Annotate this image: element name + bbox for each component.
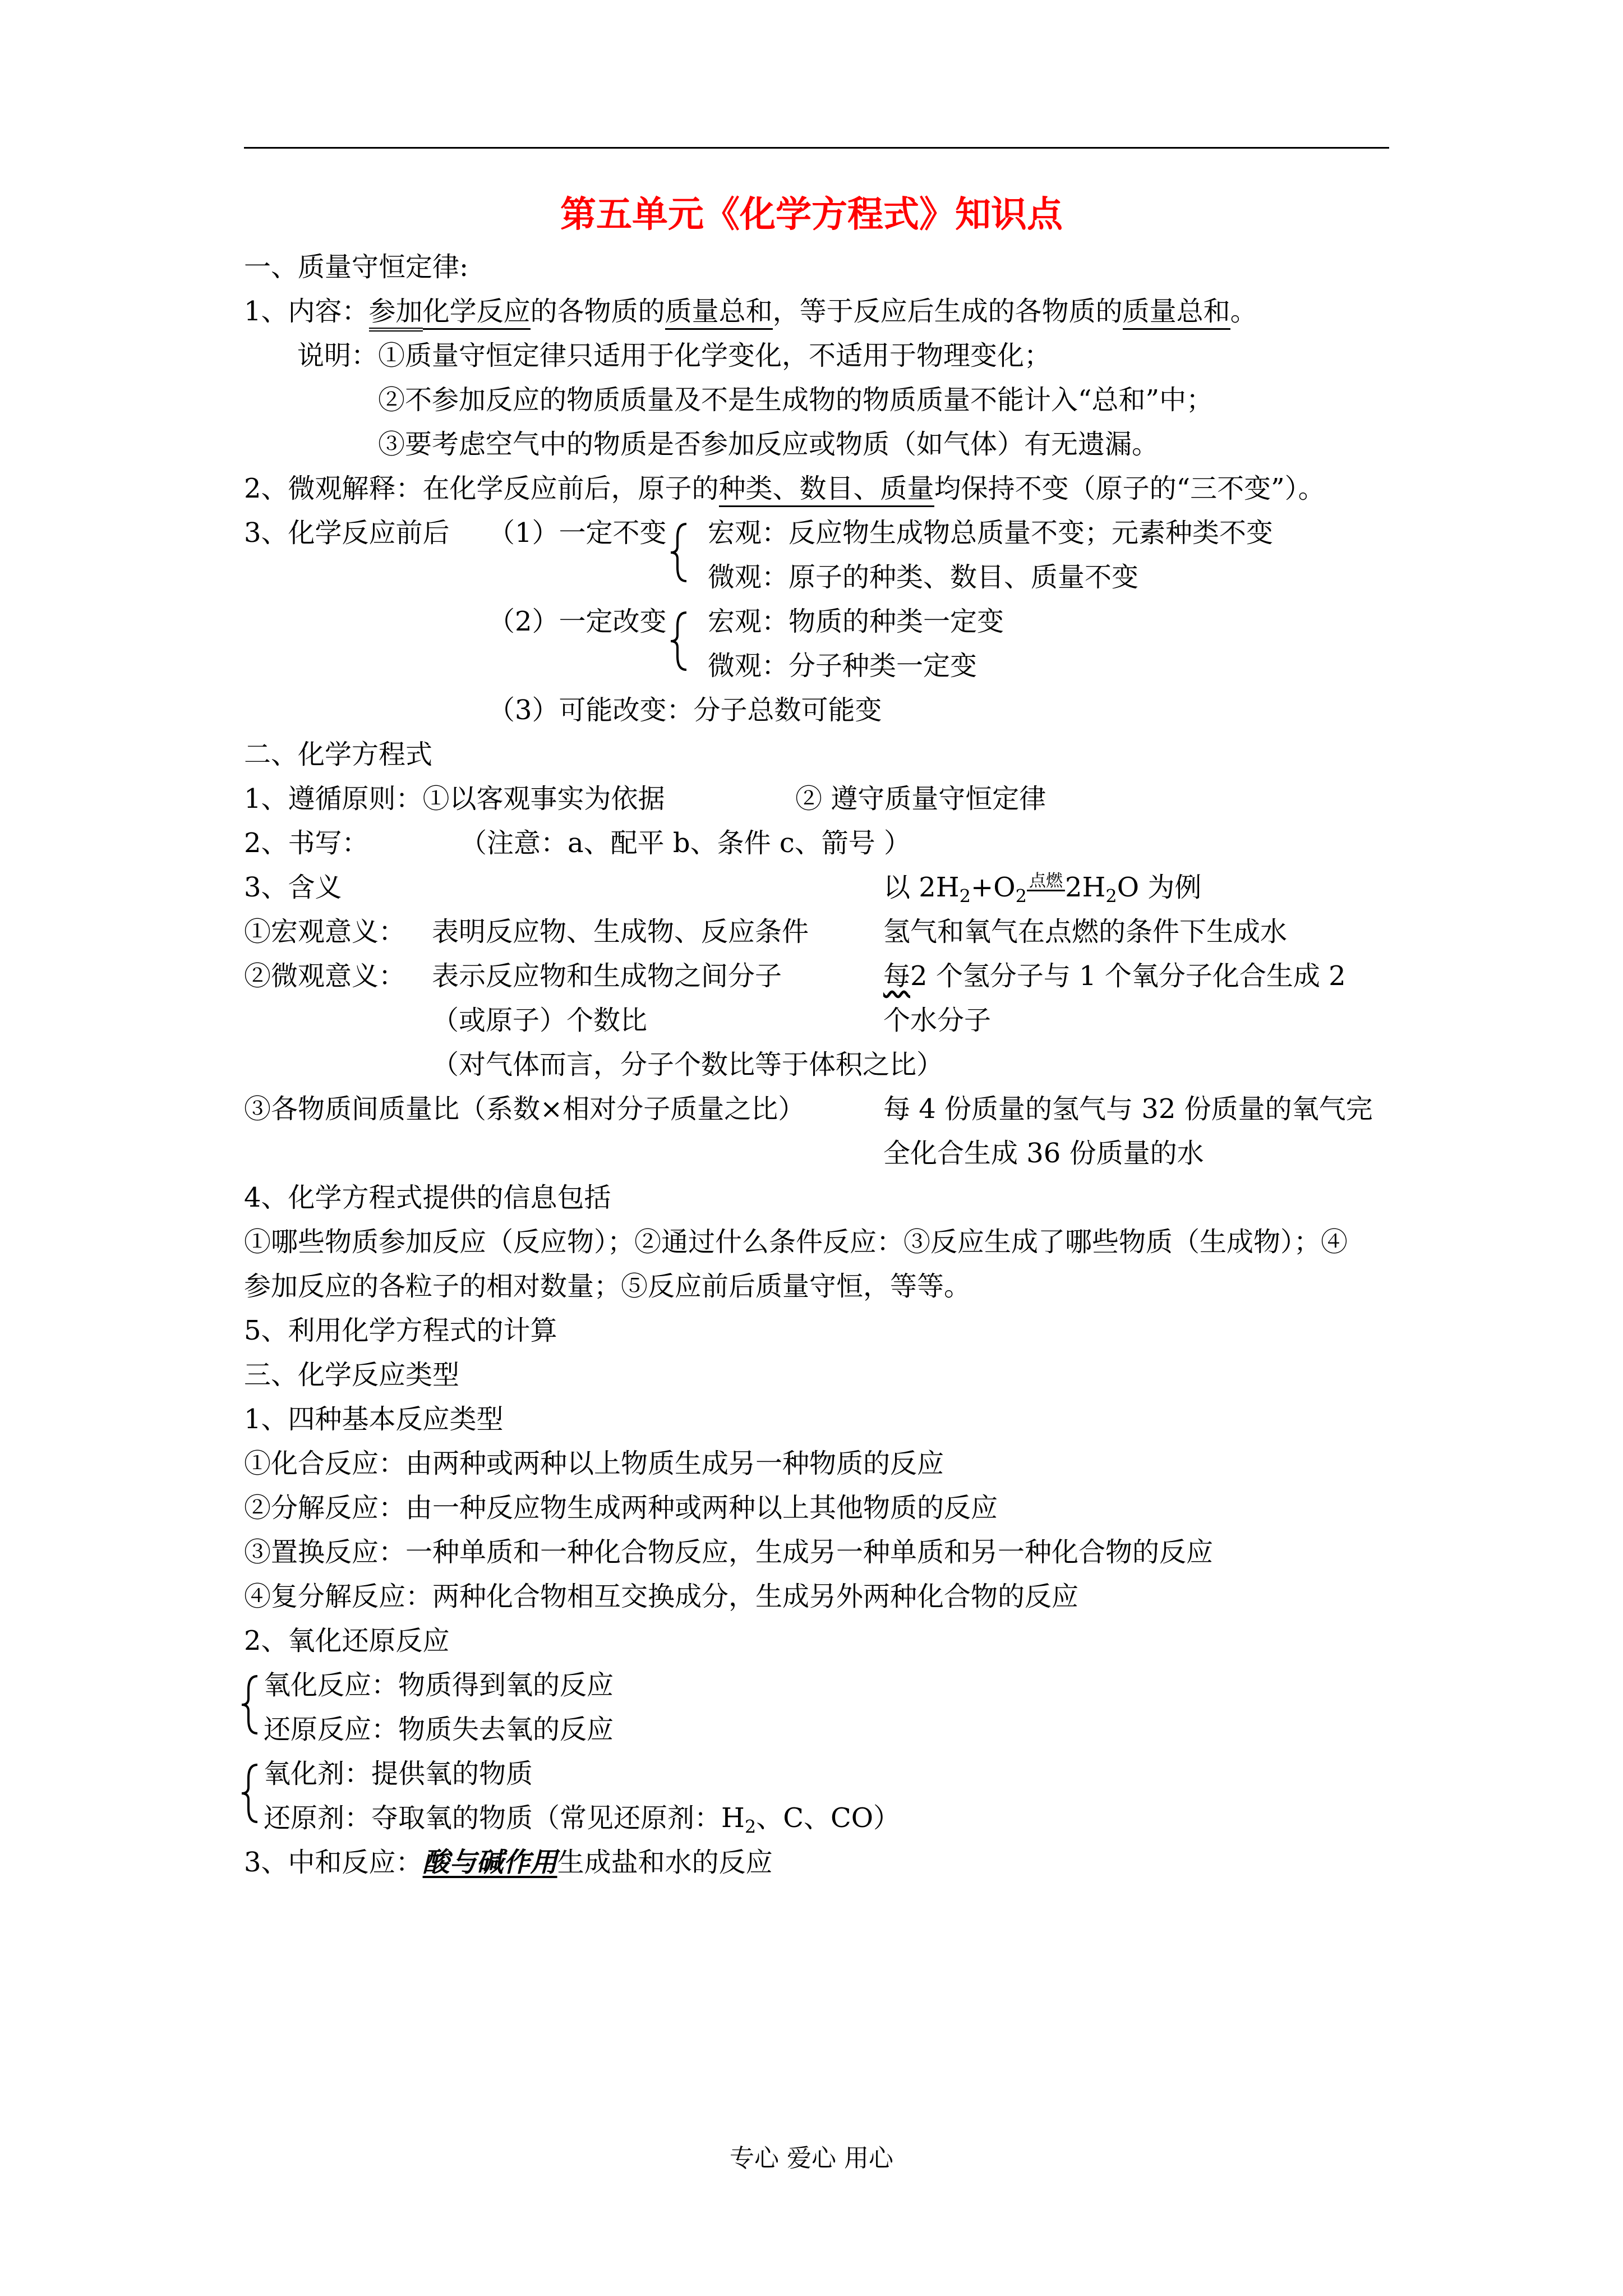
- s1-note-3: ③要考虑空气中的物质是否参加反应或物质（如气体）有无遗漏。: [378, 429, 1159, 460]
- header-rule: [244, 147, 1389, 149]
- section-3-heading: 三、化学反应类型: [244, 1359, 460, 1391]
- s2-info-heading: 4、化学方程式提供的信息包括: [244, 1182, 611, 1213]
- s1-before-after-label: 3、化学反应前后: [244, 517, 450, 549]
- s2-example-equation: 以 $2H_2+O_2$点燃$2H_2O$ 为例: [883, 871, 1202, 907]
- s3-type-decomposition: ②分解反应：由一种反应物生成两种或两种以上其他物质的反应: [244, 1492, 998, 1524]
- s2-micro-desc: 表示反应物和生成物之间分子: [432, 960, 782, 992]
- s2-micro-desc-3: （对气体而言，分子个数比等于体积之比）: [432, 1049, 944, 1080]
- s3-type-displacement: ③置换反应：一种单质和一种化合物反应，生成另一种单质和另一种化合物的反应: [244, 1536, 1214, 1568]
- s1-changed-label: （2）一定改变: [488, 606, 667, 637]
- s1-unchanged-label: （1）一定不变: [488, 517, 667, 549]
- s2-writing-note: （注意：a、配平 b、条件 c、箭号 ）: [460, 827, 911, 859]
- s2-principle-1: 1、遵循原则：①以客观事实为依据: [244, 783, 665, 815]
- section-1-heading: 一、质量守恒定律:: [244, 251, 469, 283]
- page-title: 第五单元《化学方程式》知识点: [560, 194, 1063, 236]
- s3-oxidation: 氧化反应：物质得到氧的反应: [264, 1669, 614, 1701]
- s2-macro-example: 氢气和氧气在点燃的条件下生成水: [883, 916, 1288, 947]
- s1-may-change: （3）可能改变：分子总数可能变: [488, 694, 882, 726]
- brace-icon: [667, 522, 690, 583]
- s1-changed-micro: 微观：分子种类一定变: [708, 650, 978, 682]
- s2-mass-ratio: ③各物质间质量比（系数×相对分子质量之比）: [244, 1093, 805, 1125]
- s1-unchanged-macro: 宏观：反应物生成物总质量不变；元素种类不变: [708, 517, 1274, 549]
- s3-redox-heading: 2、氧化还原反应: [244, 1625, 450, 1657]
- s2-info-2: 参加反应的各粒子的相对数量；⑤反应前后质量守恒，等等。: [244, 1271, 971, 1302]
- s1-changed-macro: 宏观：物质的种类一定变: [708, 606, 1004, 637]
- s2-info-1: ①哪些物质参加反应（反应物）；②通过什么条件反应：③反应生成了哪些物质（生成物）；④: [244, 1226, 1348, 1258]
- page-footer: 专心 爱心 用心: [730, 2144, 893, 2173]
- s2-mass-example: 每 4 份质量的氢气与 32 份质量的氧气完: [883, 1093, 1373, 1125]
- reaction-condition: 点燃: [1027, 873, 1065, 891]
- s1-content: 1、内容：参加化学反应的各物质的质量总和，等于反应后生成的各物质的质量总和。: [244, 292, 1257, 330]
- s2-micro-example: 每2 个氢分子与 1 个氧分子化合生成 2: [883, 960, 1346, 992]
- s2-writing-label: 2、书写：: [244, 827, 369, 859]
- s2-macro-desc: 表明反应物、生成物、反应条件: [432, 916, 809, 947]
- s1-note-2: ②不参加反应的物质质量及不是生成物的物质质量不能计入“总和”中；: [378, 384, 1214, 416]
- section-2-heading: 二、化学方程式: [244, 739, 433, 770]
- s2-micro-label: ②微观意义：: [244, 960, 406, 992]
- s1-micro-explanation: 2、微观解释：在化学反应前后，原子的种类、数目、质量均保持不变（原子的“三不变”）。: [244, 470, 1325, 508]
- brace-icon: [667, 610, 690, 672]
- s2-mass-example-2: 全化合生成 36 份质量的水: [883, 1138, 1204, 1169]
- s3-reduction: 还原反应：物质失去氧的反应: [264, 1714, 614, 1745]
- s2-macro-label: ①宏观意义：: [244, 916, 406, 947]
- s3-neutralization: 3、中和反应：酸与碱作用生成盐和水的反应: [244, 1847, 773, 1878]
- brace-icon: [238, 1674, 261, 1736]
- s2-principle-2: ② 遵守质量守恒定律: [795, 783, 1046, 815]
- s2-meaning-label: 3、含义: [244, 872, 342, 903]
- s2-calculation: 5、利用化学方程式的计算: [244, 1315, 557, 1346]
- s1-note-1: 说明：①质量守恒定律只适用于化学变化，不适用于物理变化；: [297, 340, 1052, 371]
- s3-reductant: 还原剂：夺取氧的物质（常见还原剂：$H_2$、C、CO）: [264, 1802, 901, 1838]
- s2-micro-desc-2: （或原子）个数比: [432, 1005, 648, 1036]
- s3-oxidant: 氧化剂：提供氧的物质: [264, 1758, 533, 1789]
- s1-unchanged-micro: 微观：原子的种类、数目、质量不变: [708, 562, 1139, 593]
- s3-type-combination: ①化合反应：由两种或两种以上物质生成另一种物质的反应: [244, 1448, 944, 1479]
- brace-icon: [238, 1763, 261, 1824]
- s3-basic-types: 1、四种基本反应类型: [244, 1404, 504, 1435]
- s3-type-double-displacement: ④复分解反应：两种化合物相互交换成分，生成另外两种化合物的反应: [244, 1581, 1079, 1612]
- s2-micro-example-2: 个水分子: [883, 1005, 992, 1036]
